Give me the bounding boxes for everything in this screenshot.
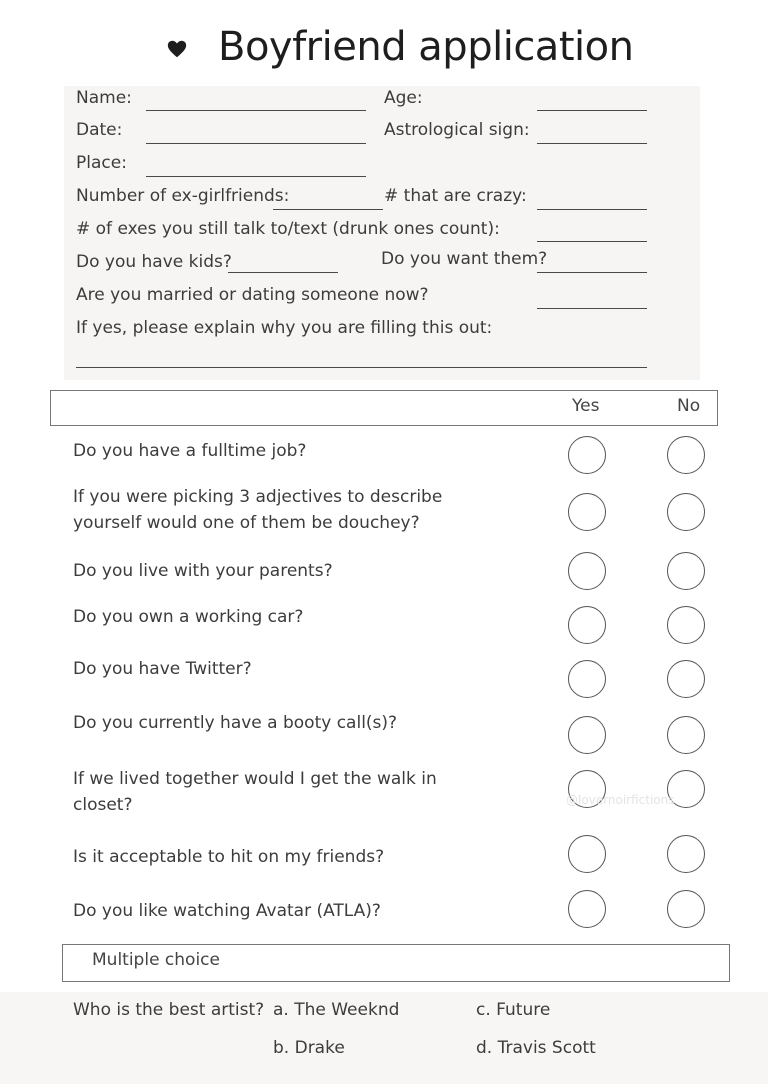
no-radio[interactable] [667, 493, 705, 531]
yes-radio[interactable] [568, 493, 606, 531]
astro-label: Astrological sign: [384, 120, 530, 140]
no-radio[interactable] [667, 606, 705, 644]
married-label: Are you married or dating someone now? [76, 285, 429, 305]
no-radio[interactable] [667, 890, 705, 928]
no-column-label: No [677, 396, 701, 416]
yes-radio[interactable] [568, 606, 606, 644]
explain-field[interactable] [76, 367, 647, 368]
question-item: Do you own a working car? [73, 607, 304, 627]
option-c[interactable]: c. Future [476, 1000, 551, 1020]
multiple-choice-label: Multiple choice [92, 950, 220, 970]
yes-radio[interactable] [568, 552, 606, 590]
question-item: If we lived together would I get the walk in closet? [73, 769, 437, 815]
want-field[interactable] [537, 272, 647, 273]
kids-label: Do you have kids? [76, 252, 232, 272]
watermark: @lovernoirfictions [566, 793, 675, 807]
name-field[interactable] [146, 110, 366, 111]
question-item: Is it acceptable to hit on my friends? [73, 847, 385, 867]
name-label: Name: [76, 88, 132, 108]
question-item: Do you have Twitter? [73, 659, 252, 679]
no-radio[interactable] [667, 716, 705, 754]
option-d[interactable]: d. Travis Scott [476, 1038, 596, 1058]
question-item: Do you like watching Avatar (ATLA)? [73, 901, 381, 921]
yes-radio[interactable] [568, 835, 606, 873]
date-field[interactable] [146, 143, 366, 144]
question-item: Do you currently have a booty call(s)? [73, 713, 398, 733]
heart-icon [166, 38, 188, 60]
yes-column-label: Yes [572, 396, 600, 416]
want-label: Do you want them? [381, 249, 548, 269]
artist-question: Who is the best artist? [73, 1000, 265, 1020]
explain-label: If yes, please explain why you are filling this out: [76, 318, 493, 338]
exes-field[interactable] [273, 209, 383, 210]
no-radio[interactable] [667, 660, 705, 698]
no-radio[interactable] [667, 552, 705, 590]
date-label: Date: [76, 120, 123, 140]
page-title: Boyfriend application [218, 24, 634, 70]
yes-no-header [50, 390, 718, 426]
yes-radio[interactable] [568, 436, 606, 474]
question-item: Do you live with your parents? [73, 561, 333, 581]
question-item: Do you have a fulltime job? [73, 441, 307, 461]
yes-radio[interactable] [568, 660, 606, 698]
astro-field[interactable] [537, 143, 647, 144]
yes-radio[interactable] [568, 716, 606, 754]
place-label: Place: [76, 153, 127, 173]
yes-radio[interactable] [568, 890, 606, 928]
question-item: If you were picking 3 adjectives to describe yourself would one of them be douchey? [73, 487, 443, 533]
kids-field[interactable] [228, 272, 338, 273]
age-field[interactable] [537, 110, 647, 111]
talk-field[interactable] [537, 241, 647, 242]
talk-label: # of exes you still talk to/text (drunk ones count): [76, 219, 500, 239]
option-a[interactable]: a. The Weeknd [273, 1000, 400, 1020]
crazy-label: # that are crazy: [384, 186, 527, 206]
no-radio[interactable] [667, 436, 705, 474]
crazy-field[interactable] [537, 209, 647, 210]
option-b[interactable]: b. Drake [273, 1038, 345, 1058]
no-radio[interactable] [667, 835, 705, 873]
place-field[interactable] [146, 176, 366, 177]
married-field[interactable] [537, 308, 647, 309]
exes-label: Number of ex-girlfriends: [76, 186, 290, 206]
age-label: Age: [384, 88, 423, 108]
